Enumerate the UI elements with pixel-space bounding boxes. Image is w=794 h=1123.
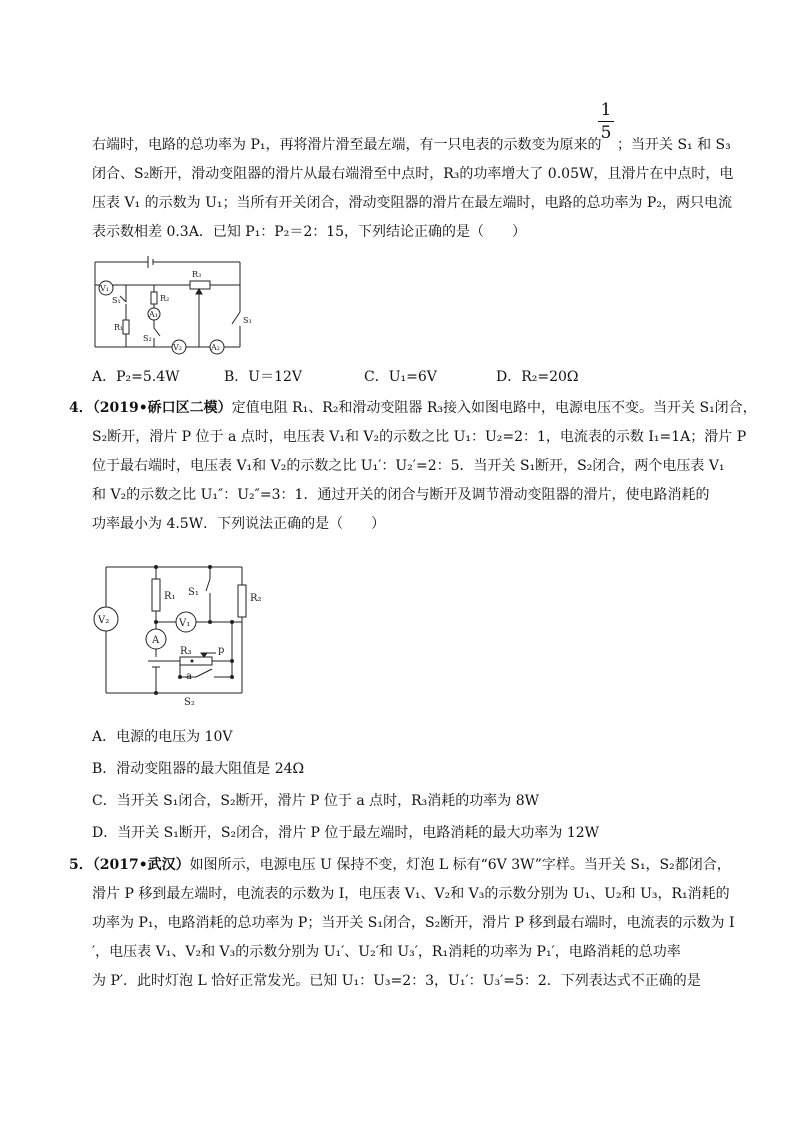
q3-option-b[interactable]: B．U＝12V	[224, 369, 303, 385]
q5-number: 5．	[69, 857, 93, 873]
q4-option-b[interactable]: B．滑动变阻器的最大阻值是 24Ω	[92, 761, 305, 777]
label-r2: R₂	[250, 593, 262, 604]
q3-line-1: 右端时，电路的总功率为 P₁，再将滑片滑至最左端，有一只电表的示数变为原来的	[92, 137, 602, 153]
label-a1: A₁	[149, 310, 158, 319]
switch-s1-blade	[120, 296, 126, 302]
r1-resistor	[152, 579, 160, 611]
q4-line-1	[69, 399, 757, 417]
label-a2: A₂	[211, 343, 220, 352]
switch-s2-blade	[196, 669, 212, 677]
q3-line-1-tail: ；当开关 S₁ 和 S₃	[617, 137, 731, 153]
label-a: A	[152, 635, 160, 646]
q3-circuit-diagram	[92, 252, 260, 356]
r3-rheostat	[190, 281, 210, 289]
r1-resistor	[123, 320, 129, 334]
q4-option-d[interactable]: D．当开关 S₁断开，S₂闭合，滑片 P 位于最左端时，电路消耗的最大功率为 12W	[92, 825, 600, 841]
label-r3: R₃	[192, 270, 202, 279]
label-v2: V₂	[98, 615, 110, 626]
label-r1: R₁	[114, 323, 124, 332]
q4-line-4: 和 V₂的示数之比 U₁″：U₂″=3：1．通过开关的闭合与断开及调节滑动变阻器的滑片，使电路消耗的	[92, 487, 710, 503]
q3-line-2: 闭合、S₂断开，滑动变阻器的滑片从最右端滑至中点时，R₃的功率增大了 0.05W，且滑片在中点时，电	[92, 166, 734, 182]
switch-s2-blade	[154, 328, 160, 336]
label-pos-a: a	[186, 671, 192, 682]
q4-option-a[interactable]: A．电源的电压为 10V	[92, 729, 233, 745]
q5-line-2: 滑片 P 移到最左端时，电流表的示数为 I，电压表 V₁、V₂和 V₃的示数分别为 U₁、U₂和 U₃，R₁消耗的	[92, 886, 730, 902]
label-s2: S₂	[143, 334, 152, 343]
label-v1: V₁	[100, 284, 109, 293]
q4-text-1: 定值电阻 R₁、R₂和滑动变阻器 R₃接入如图电路中，电源电压不变。当开关 S₁闭合，	[231, 400, 757, 416]
label-v2: V₂	[173, 343, 182, 352]
q3-line-3: 压表 V₁ 的示数为 U₁；当所有开关闭合，滑动变阻器的滑片在最左端时，电路的总功率为 P₂，两只电流	[92, 195, 732, 211]
fraction-bar	[598, 121, 614, 122]
r3-rheostat	[180, 657, 212, 665]
q5-line-5: 为 P′．此时灯泡 L 恰好正常发光。已知 U₁：U₃=2：3，U₁′：U₃′=5：2．下列表达式不正确的是	[92, 973, 701, 989]
switch-s3-blade	[232, 312, 240, 324]
fraction-denominator: 5	[600, 123, 612, 143]
q4-circuit-diagram	[92, 557, 270, 713]
q4-line-5: 功率最小为 4.5W．下列说法正确的是（ ）	[92, 516, 386, 532]
label-p: p	[218, 645, 225, 656]
label-s1: S₁	[112, 296, 121, 305]
label-s1: S₁	[188, 587, 199, 598]
q4-line-2: S₂断开，滑片 P 位于 a 点时，电压表 V₁和 V₂的示数之比 U₁：U₂=2：1，电流表的示数 I₁=1A；滑片 P	[92, 429, 747, 445]
q5-line-1	[69, 856, 731, 874]
q5-source: （2017•武汉）	[92, 857, 190, 873]
q5-line-4: ′，电压表 V₁、V₂和 V₃的示数分别为 U₁′、U₂′和 U₃′，R₁消耗的功率为 P₁′，电路消耗的总功率	[92, 944, 681, 960]
q3-line-4: 表示数相差 0.3A．已知 P₁：P₂＝2：15，下列结论正确的是（ ）	[92, 224, 527, 240]
label-s2: S₂	[184, 697, 195, 708]
r2-resistor	[151, 292, 157, 304]
q5-line-3: 功率为 P₁，电路消耗的总功率为 P；当开关 S₁闭合，S₂断开，滑片 P 移到最右端时，电流表的示数为 I	[92, 915, 735, 931]
q4-line-3: 位于最右端时，电压表 V₁和 V₂的示数之比 U₁′：U₂′=2：5．当开关 S₁断开，S₂闭合，两个电压表 V₁	[92, 458, 725, 474]
switch-s1-blade	[206, 579, 210, 591]
q3-option-a[interactable]: A．P₂=5.4W	[92, 369, 180, 385]
q3-option-c[interactable]: C．U₁=6V	[364, 369, 437, 385]
label-r1: R₁	[164, 591, 176, 602]
q5-text-1: 如图所示，电源电压 U 保持不变，灯泡 L 标有“6V 3W”字样。当开关 S₁，S₂都闭合，	[189, 857, 731, 873]
q3-option-d[interactable]: D．R₂=20Ω	[496, 369, 579, 385]
q4-number: 4．	[69, 400, 93, 416]
label-r3: R₃	[180, 646, 192, 657]
q4-source: （2019•硚口区二模）	[92, 400, 232, 416]
q4-option-c[interactable]: C．当开关 S₁闭合，S₂断开，滑片 P 位于 a 点时，R₃消耗的功率为 8W	[92, 793, 540, 809]
label-v1: V₁	[179, 618, 191, 629]
label-r2: R₂	[160, 294, 170, 303]
fraction-numerator: 1	[600, 100, 612, 120]
label-s3: S₃	[243, 316, 252, 325]
r2-resistor	[238, 585, 246, 617]
